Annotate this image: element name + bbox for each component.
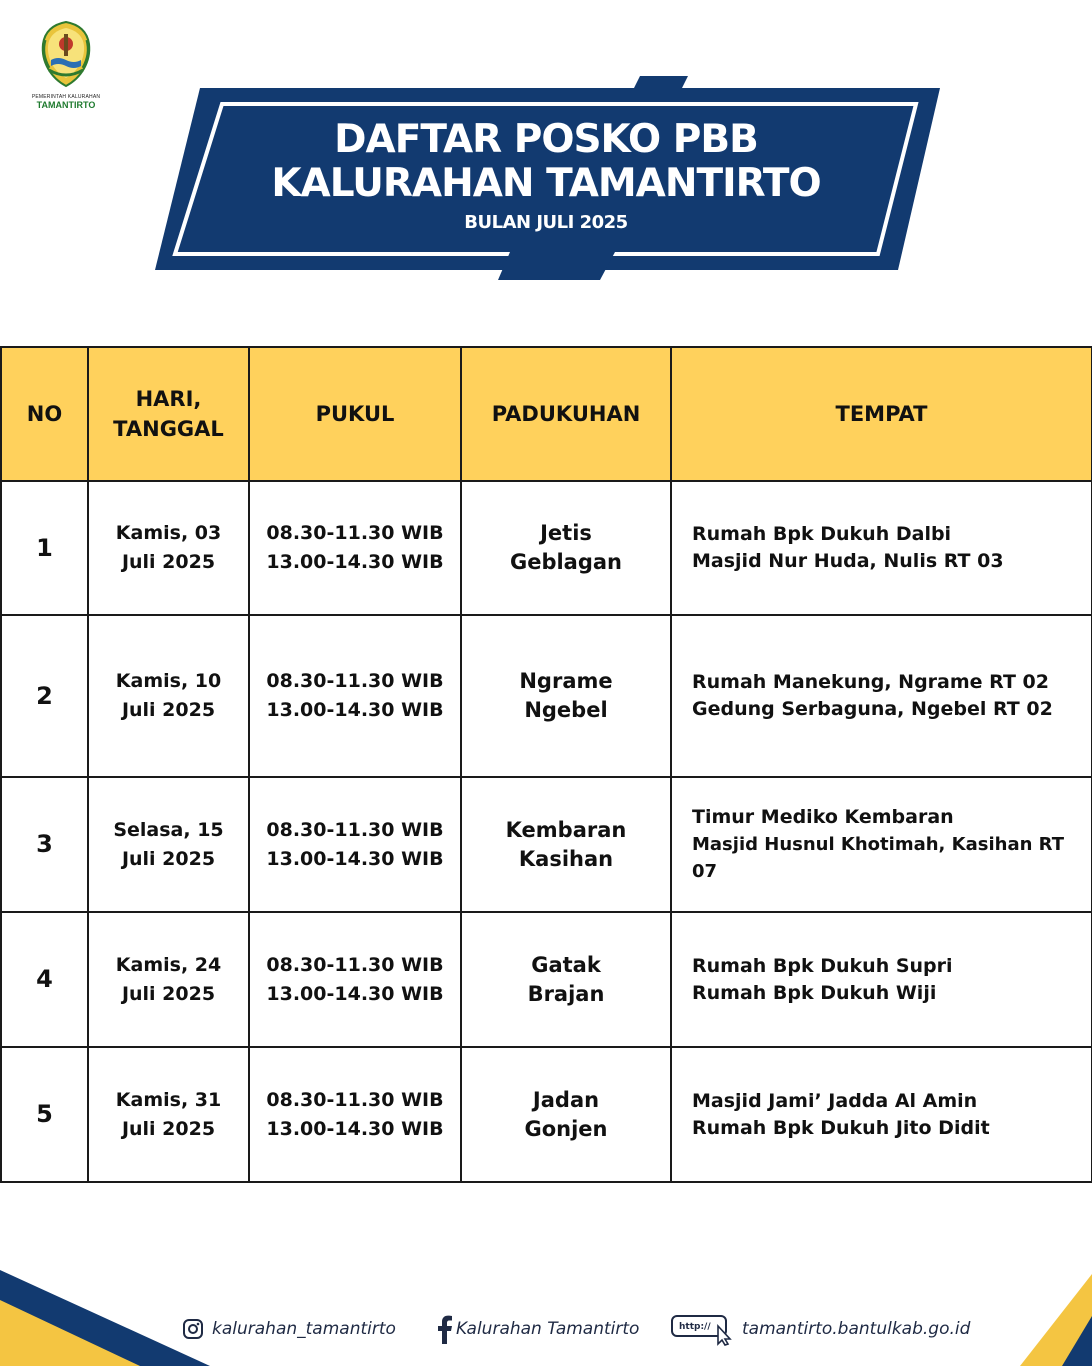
row-time — [249, 1047, 461, 1182]
header-date — [88, 347, 249, 481]
row-date-month: Juli 2025 — [121, 847, 216, 870]
row-dusun-2: Gonjen — [524, 1116, 608, 1141]
row-place — [671, 912, 1092, 1047]
facebook-page[interactable]: Kalurahan Tamantirto — [456, 1319, 640, 1339]
header-date-line2: TANGGAL — [113, 417, 224, 441]
row-date-month: Juli 2025 — [121, 982, 216, 1005]
row-dusun — [461, 615, 671, 777]
row-time-morning: 08.30-11.30 WIB — [266, 1088, 444, 1111]
banner — [190, 118, 902, 233]
row-place-1: Rumah Bpk Dukuh Supri — [692, 954, 953, 977]
row-dusun-1: Kembaran — [505, 817, 627, 842]
header-time: PUKUL — [249, 347, 461, 481]
page-subtitle: BULAN JULI 2025 — [464, 212, 628, 233]
row-dusun-1: Jadan — [532, 1087, 600, 1112]
row-place-1: Rumah Bpk Dukuh Dalbi — [692, 523, 952, 545]
url-badge-text: http:// — [679, 1322, 711, 1332]
row-date — [88, 615, 249, 777]
instagram-handle[interactable]: kalurahan_tamantirto — [212, 1319, 396, 1339]
row-place — [671, 777, 1092, 912]
row-place-2: Rumah Bpk Dukuh Wiji — [692, 981, 937, 1004]
row-time-afternoon: 13.00-14.30 WIB — [266, 551, 444, 573]
row-place-1: Rumah Manekung, Ngrame RT 02 — [692, 671, 1049, 693]
row-date-day: Kamis, 03 — [115, 522, 222, 544]
row-date-month: Juli 2025 — [121, 551, 216, 573]
row-dusun-1: Ngrame — [519, 669, 613, 693]
row-place — [671, 481, 1092, 615]
header-date-line1: HARI, — [135, 387, 202, 411]
header-no: NO — [1, 347, 88, 481]
row-place-2: Masjid Husnul Khotimah, Kasihan RT 07 — [692, 834, 1064, 882]
row-time-morning: 08.30-11.30 WIB — [266, 522, 444, 544]
row-number: 1 — [1, 481, 88, 615]
row-time — [249, 912, 461, 1047]
row-date — [88, 777, 249, 912]
row-time-afternoon: 13.00-14.30 WIB — [266, 847, 444, 870]
row-date — [88, 912, 249, 1047]
website-url[interactable]: tamantirto.bantulkab.go.id — [742, 1319, 971, 1339]
row-dusun — [461, 777, 671, 912]
instagram-icon — [182, 1318, 204, 1340]
page-title-line1: DAFTAR POSKO PBB — [334, 117, 758, 162]
row-time-afternoon: 13.00-14.30 WIB — [266, 1117, 444, 1140]
row-date — [88, 481, 249, 615]
footer-website[interactable] — [670, 1312, 970, 1346]
row-number: 4 — [1, 912, 88, 1047]
row-time-morning: 08.30-11.30 WIB — [266, 953, 444, 976]
row-time — [249, 777, 461, 912]
footer-instagram[interactable] — [182, 1312, 396, 1346]
row-place-2: Gedung Serbaguna, Ngebel RT 02 — [692, 698, 1053, 720]
table-row — [1, 615, 1092, 777]
table-row — [1, 1047, 1092, 1182]
row-date-day: Kamis, 10 — [115, 670, 222, 692]
row-dusun-2: Geblagan — [509, 550, 623, 574]
facebook-icon — [436, 1314, 454, 1344]
header-place: TEMPAT — [671, 347, 1092, 481]
row-date-month: Juli 2025 — [121, 1117, 216, 1140]
row-place-1: Timur Mediko Kembaran — [692, 806, 954, 828]
row-dusun-2: Kasihan — [518, 846, 614, 871]
row-dusun-2: Ngebel — [524, 698, 608, 722]
row-place-2: Rumah Bpk Dukuh Jito Didit — [692, 1116, 990, 1139]
logo-name: TAMANTIRTO — [36, 100, 96, 110]
row-time — [249, 481, 461, 615]
row-dusun — [461, 912, 671, 1047]
posko-table — [0, 346, 1092, 1183]
row-date — [88, 1047, 249, 1182]
page-title-line2: KALURAHAN TAMANTIRTO — [271, 161, 821, 206]
row-dusun — [461, 481, 671, 615]
row-time-afternoon: 13.00-14.30 WIB — [266, 699, 444, 721]
row-place — [671, 1047, 1092, 1182]
row-date-day: Selasa, 15 — [113, 818, 224, 841]
row-date-day: Kamis, 31 — [115, 1088, 222, 1111]
header-dusun: PADUKUHAN — [461, 347, 671, 481]
row-dusun-1: Jetis — [540, 521, 592, 545]
row-number: 2 — [1, 615, 88, 777]
row-time-afternoon: 13.00-14.30 WIB — [266, 982, 444, 1005]
row-dusun — [461, 1047, 671, 1182]
row-place-1: Masjid Jami’ Jadda Al Amin — [692, 1089, 978, 1112]
table-row — [1, 481, 1092, 615]
row-number: 5 — [1, 1047, 88, 1182]
row-date-day: Kamis, 24 — [115, 953, 222, 976]
row-time-morning: 08.30-11.30 WIB — [266, 670, 444, 692]
row-time-morning: 08.30-11.30 WIB — [266, 818, 444, 841]
row-number: 3 — [1, 777, 88, 912]
row-place — [671, 615, 1092, 777]
row-time — [249, 615, 461, 777]
table-row — [1, 777, 1092, 912]
row-dusun-1: Gatak — [531, 952, 601, 977]
table-header-row — [1, 347, 1092, 481]
logo-subtitle: PEMERINTAH KALURAHAN — [31, 94, 101, 100]
row-date-month: Juli 2025 — [121, 699, 216, 721]
table-row — [1, 912, 1092, 1047]
footer-facebook[interactable] — [436, 1312, 639, 1346]
row-dusun-2: Brajan — [527, 981, 605, 1006]
row-place-2: Masjid Nur Huda, Nulis RT 03 — [692, 550, 1004, 572]
